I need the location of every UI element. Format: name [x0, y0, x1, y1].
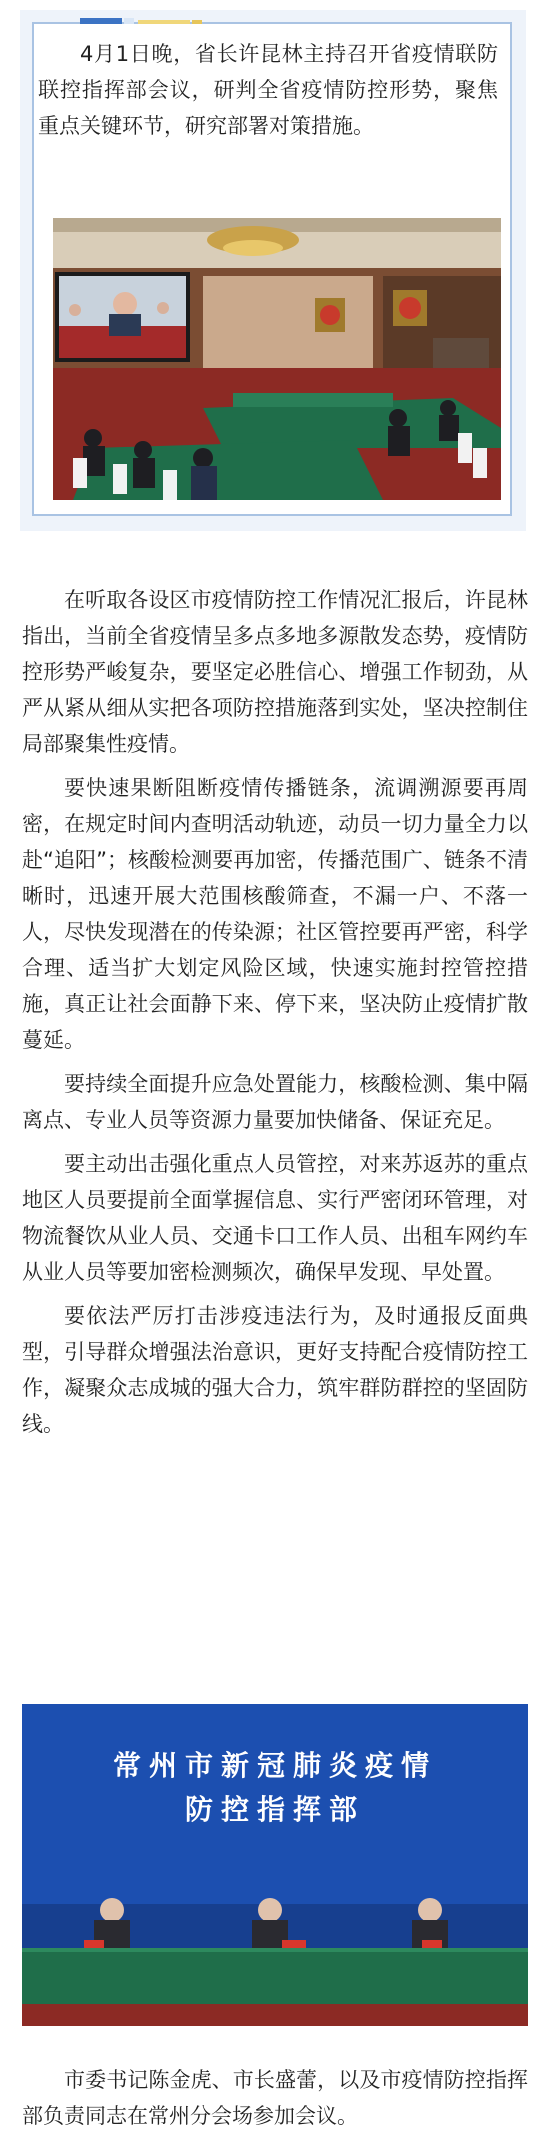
- decor-bar-gold-small: [192, 20, 202, 24]
- intro-text: 4月1日晚，省长许昆林主持召开省疫情联防联控指挥部会议，研判全省疫情防控形势，聚焦重点关键环节，研究部署对策措施。: [38, 42, 498, 138]
- paragraph: 要快速果断阻断疫情传播链条，流调溯源要再周密，在规定时间内查明活动轨迹，动员一切力量全力以赴“追阳”；核酸检测要再加密，传播范围广、链条不清晰时，迅速开展大范围核酸筛查，不漏一户、不落一人，尽快发现潜在的传染源；社区管控要再严密，科学合理、适当扩大划定风险区域，快速实施封控管控措施，真正让社会面静下来、停下来，坚决防止疫情扩散蔓延。: [22, 776, 528, 1052]
- article-body: [22, 582, 528, 1450]
- changzhou-venue-photo: [22, 1704, 528, 2026]
- meeting-room-illustration: [53, 218, 501, 500]
- paragraph: 要依法严厉打击涉疫违法行为，及时通报反面典型，引导群众增强法治意识，更好支持配合疫情防控工作，凝聚众志成城的强大合力，筑牢群防群控的坚固防线。: [22, 1304, 528, 1436]
- meeting-photo: [53, 218, 501, 500]
- decor-bar-blue: [80, 18, 122, 24]
- banner-title-line2: 防控指挥部: [184, 1793, 365, 1826]
- decor-bar-gold: [138, 20, 190, 24]
- paragraph: 在听取各设区市疫情防控工作情况汇报后，许昆林指出，当前全省疫情呈多点多地多源散发态势，疫情防控形势严峻复杂，要坚定必胜信心、增强工作韧劲，从严从紧从细从实把各项防控措施落到实处，坚决控制住局部聚集性疫情。: [22, 588, 528, 756]
- decor-bar-light: [124, 18, 134, 24]
- photo-caption: 市委书记陈金虎、市长盛蕾，以及市疫情防控指挥部负责同志在常州分会场参加会议。: [22, 2068, 528, 2128]
- paragraph: 要主动出击强化重点人员管控，对来苏返苏的重点地区人员要提前全面掌握信息、实行严密闭环管理，对物流餐饮从业人员、交通卡口工作人员、出租车网约车从业人员等要加密检测频次，确保早发现、早处置。: [22, 1152, 528, 1284]
- paragraph: 要持续全面提升应急处置能力，核酸检测、集中隔离点、专业人员等资源力量要加快储备、保证充足。: [22, 1072, 528, 1132]
- banner-title-line1: 常州市新冠肺炎疫情: [112, 1749, 437, 1782]
